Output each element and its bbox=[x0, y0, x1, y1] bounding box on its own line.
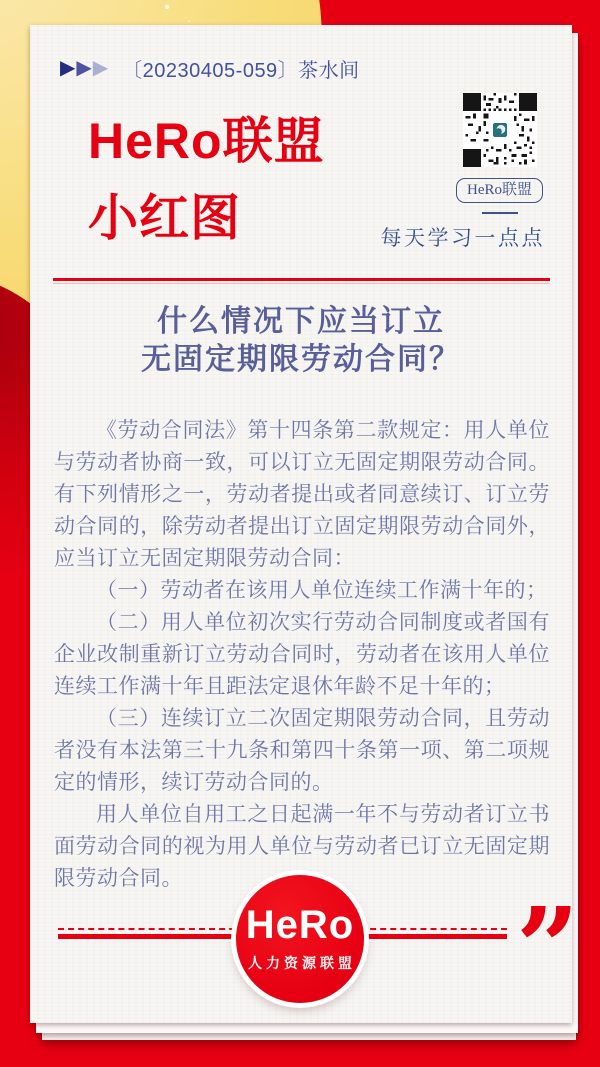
brand-title-line2: 小红图 bbox=[88, 190, 241, 246]
divider-line-soft bbox=[53, 283, 550, 285]
logo-subtext: 人力资源联盟 bbox=[248, 955, 356, 971]
paragraph: （一）劳动者在该用人单位连续工作满十年的； bbox=[96, 579, 548, 602]
issue-code: 〔20230405-059〕茶水间 bbox=[122, 59, 360, 82]
closing-quote-icon: ” bbox=[516, 883, 580, 1012]
paragraph: （三）连续订立二次固定期限劳动合同，且劳动者没有本法第三十九条和第四十条第一项、第二项规定的情形，续订劳动合同的。 bbox=[54, 707, 550, 794]
article-title-line1: 什么情况下应当订立 bbox=[157, 305, 445, 338]
arrow-icon: ▶ bbox=[92, 57, 109, 79]
section-divider bbox=[53, 278, 550, 284]
article-body bbox=[54, 415, 550, 895]
qr-caption: HeRo联盟 bbox=[456, 178, 543, 203]
brand-title bbox=[88, 103, 325, 257]
content-card bbox=[30, 25, 580, 1023]
qr-code-image bbox=[463, 93, 537, 167]
header-row bbox=[60, 55, 360, 81]
brand-title-line1: HeRo联盟 bbox=[88, 113, 325, 169]
qr-column bbox=[442, 93, 557, 214]
divider-line-main bbox=[53, 278, 550, 281]
arrow-icon: ▶ bbox=[60, 57, 76, 79]
paragraph: （二）用人单位初次实行劳动合同制度或者国有企业改制重新订立劳动合同时，劳动者在该用人单位连续工作满十年且距法定退休年龄不足十年的； bbox=[54, 611, 550, 698]
triple-arrow-icon bbox=[60, 58, 108, 78]
article-title bbox=[30, 303, 572, 379]
qr-caption-divider bbox=[482, 212, 518, 214]
paragraph: 用人单位自用工之日起满一年不与劳动者订立书面劳动合同的视为用人单位与劳动者已订立无固定期限劳动合同。 bbox=[54, 803, 550, 890]
hero-logo-badge bbox=[236, 875, 364, 1003]
tagline: 每天学习一点点 bbox=[380, 227, 545, 250]
logo-text: HeRo bbox=[245, 903, 355, 947]
paragraph: 《劳动合同法》第十四条第二款规定：用人单位与劳动者协商一致，可以订立无固定期限劳动合同。有下列情形之一，劳动者提出或者同意续订、订立劳动合同的，除劳动者提出订立固定期限劳动合同外，应当订立无固定期限劳动合同： bbox=[54, 419, 550, 570]
qr-code bbox=[463, 93, 537, 167]
arrow-icon: ▶ bbox=[76, 57, 92, 79]
article-title-line2: 无固定期限劳动合同？ bbox=[141, 343, 461, 376]
